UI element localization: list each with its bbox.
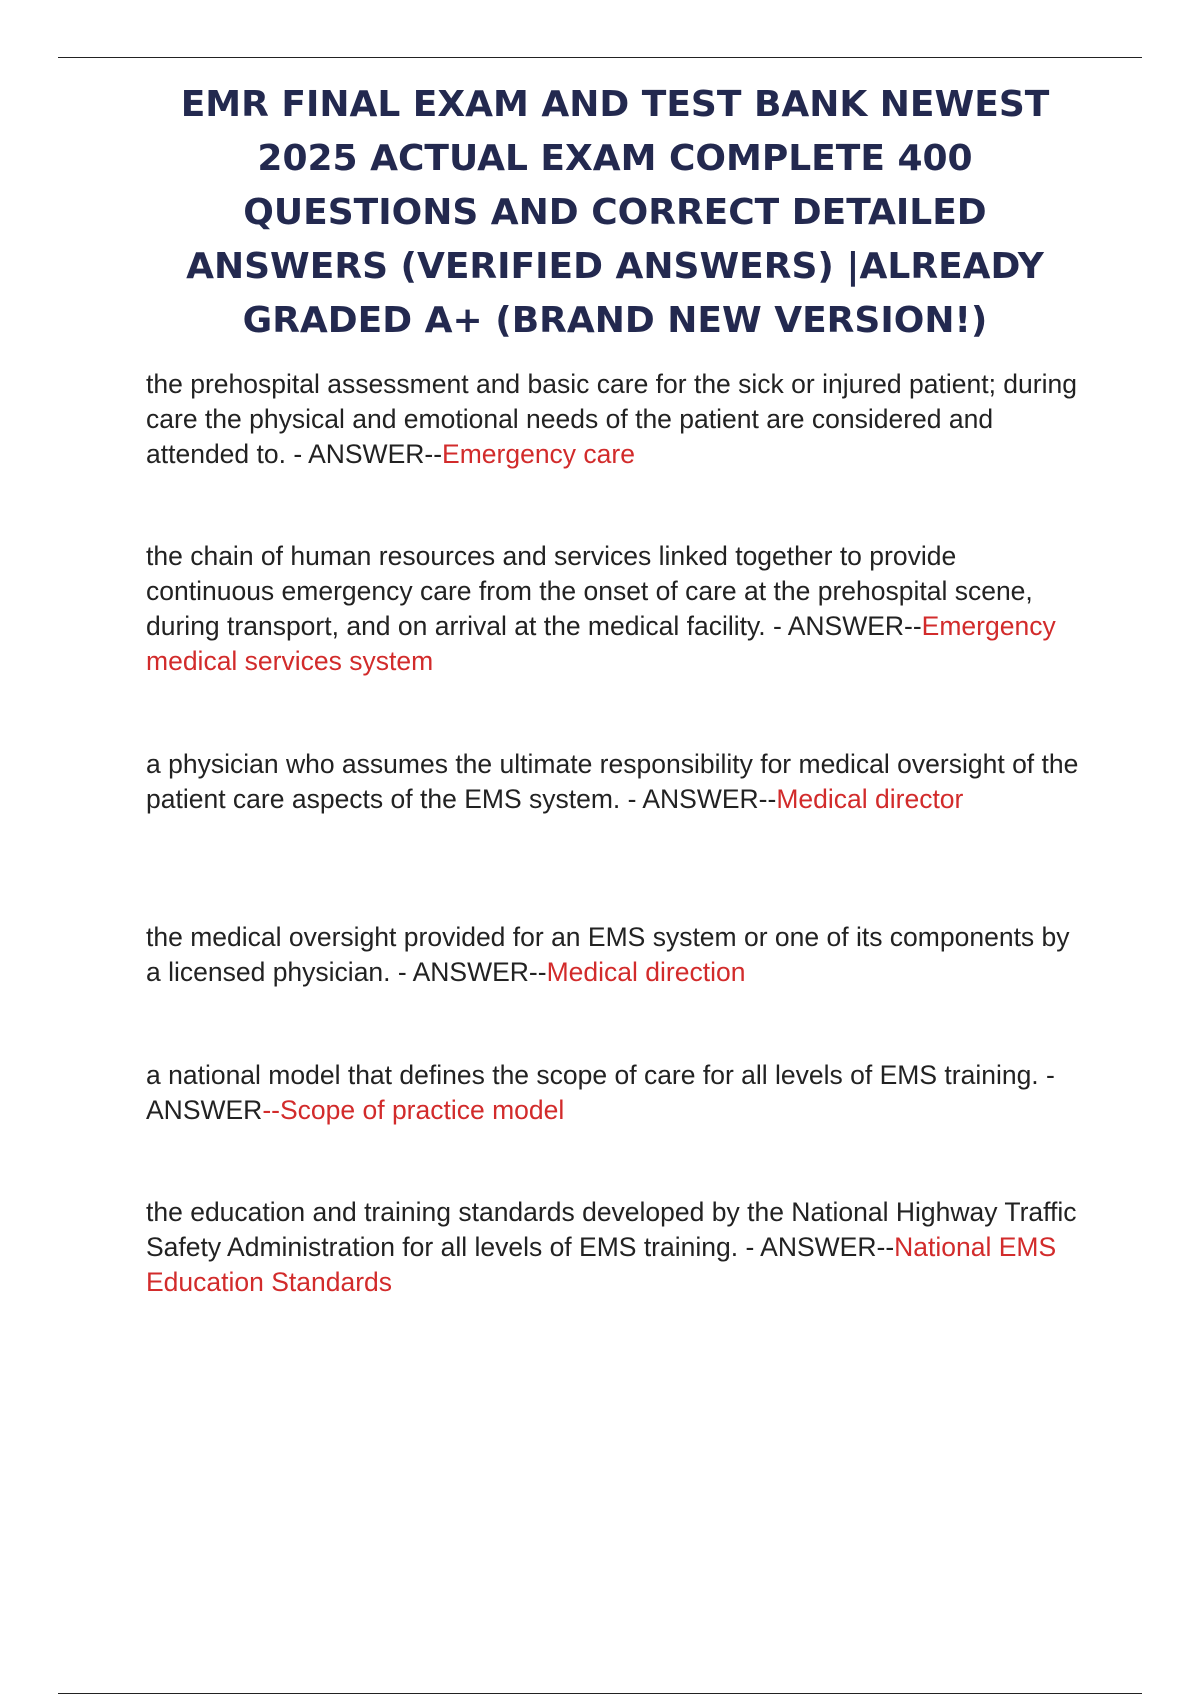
question-text: the medical oversight provided for an EMS system or one of its components by a licensed physician. - ANSWER-- (146, 922, 1070, 987)
bottom-divider (58, 1693, 1142, 1694)
top-divider (58, 57, 1142, 58)
document-title: EMR FINAL EXAM AND TEST BANK NEWEST 2025 ACTUAL EXAM COMPLETE 400 QUESTIONS AND CORRECT DETAILED ANSWERS (VERIFIED ANSWERS) |ALREADY GRADED A+ (BRAND NEW VERSION!) (180, 84, 1050, 341)
question-text: a physician who assumes the ultimate responsibility for medical oversight of the patient care aspects of the EMS system. - ANSWER-- (146, 749, 1079, 814)
qa-item (146, 1058, 1086, 1128)
question-text: the prehospital assessment and basic care for the sick or injured patient; during care the physical and emotional needs of the patient are considered and attended to. - ANSWER-- (146, 369, 1077, 469)
answer-text: Medical direction (546, 957, 746, 987)
qa-item (146, 539, 1086, 679)
answer-text: National EMS Education Standards (146, 1232, 1057, 1297)
question-text: a national model that defines the scope of care for all levels of EMS training. - ANSWER (146, 1060, 1055, 1125)
answer-text: --Scope of practice model (262, 1095, 565, 1125)
answer-text: Emergency care (442, 439, 635, 469)
qa-item (146, 1195, 1086, 1300)
question-text: the education and training standards developed by the National Highway Traffic Safety Administration for all levels of EMS training. - ANSWER-- (146, 1197, 1077, 1262)
answer-text: Medical director (776, 784, 964, 814)
qa-item (146, 367, 1086, 472)
qa-item (146, 920, 1086, 990)
answer-text: Emergency medical services system (146, 611, 1056, 676)
qa-item (146, 747, 1086, 817)
question-text: the chain of human resources and services linked together to provide continuous emergency care from the onset of care at the prehospital scene, during transport, and on arrival at the medical facility. - ANSWER-- (146, 541, 1033, 641)
